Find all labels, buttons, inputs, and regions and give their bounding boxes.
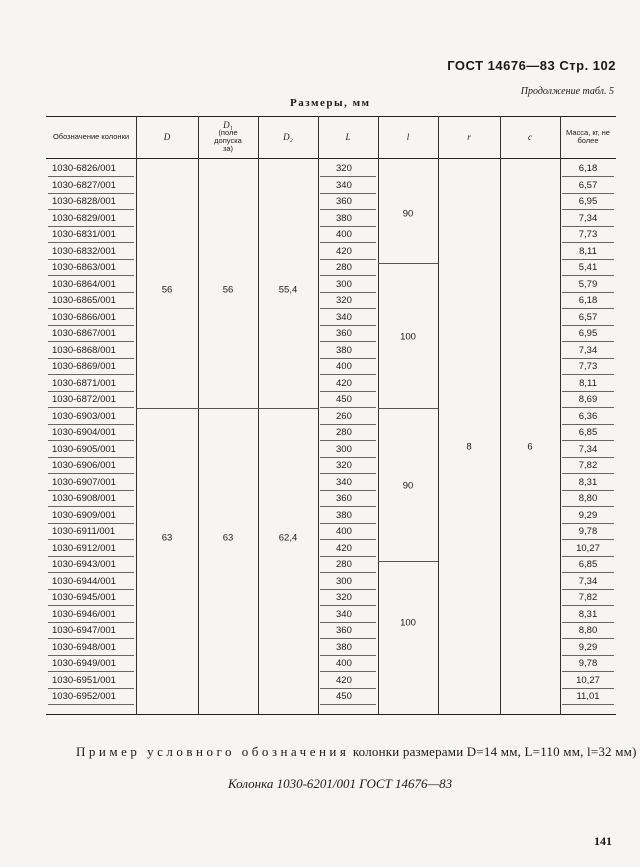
header-D1: D₁ — [223, 120, 233, 130]
group-separator — [136, 408, 318, 409]
row-designation: 1030-6866/001 — [52, 311, 116, 323]
row-underline — [320, 655, 376, 656]
row-underline — [48, 457, 134, 458]
sizes-caption: Размеры, мм — [290, 97, 371, 109]
row-L-value: 300 — [336, 575, 352, 587]
D-value-top: 56 — [161, 284, 173, 296]
column-divider — [258, 116, 259, 714]
row-underline — [562, 226, 614, 227]
row-underline — [48, 605, 134, 606]
row-underline — [562, 374, 614, 375]
row-underline — [48, 556, 134, 557]
row-underline — [48, 292, 134, 293]
dimensions-table — [46, 116, 616, 716]
row-underline — [562, 457, 614, 458]
row-underline — [320, 539, 376, 540]
row-L-value: 280 — [336, 427, 352, 438]
row-designation: 1030-6829/001 — [52, 212, 116, 224]
page-number: 141 — [594, 834, 612, 848]
row-designation: 1030-6832/001 — [52, 245, 116, 257]
header-L: L — [345, 132, 351, 142]
D1-value-bottom: 63 — [222, 532, 234, 544]
row-mass-value: 8,11 — [579, 377, 597, 389]
column-divider — [438, 116, 439, 714]
row-underline — [48, 209, 134, 210]
row-L-value: 420 — [336, 377, 352, 389]
row-underline — [48, 193, 134, 194]
c-value: 6 — [527, 441, 533, 453]
row-mass-value: 7,82 — [578, 460, 598, 471]
row-mass-value: 8,31 — [578, 476, 598, 488]
row-mass-value: 7,34 — [578, 344, 598, 356]
row-underline — [320, 671, 376, 672]
row-designation: 1030-6905/001 — [52, 443, 116, 455]
row-underline — [562, 704, 614, 705]
row-L-value: 360 — [336, 493, 352, 504]
row-L-value: 300 — [336, 278, 352, 290]
header-r: r — [467, 132, 471, 142]
row-underline — [320, 275, 376, 276]
group-separator — [378, 408, 438, 409]
row-mass-value: 9,78 — [578, 526, 598, 537]
header-D: D — [163, 132, 171, 142]
row-underline — [48, 622, 134, 623]
row-underline — [562, 275, 614, 276]
row-mass-value: 6,95 — [578, 196, 598, 207]
row-underline — [48, 391, 134, 392]
row-L-value: 380 — [336, 641, 352, 653]
row-underline — [320, 292, 376, 293]
header-D2: D₂ — [283, 132, 293, 142]
row-L-value: 400 — [336, 526, 352, 537]
row-L-value: 340 — [336, 311, 352, 323]
row-designation: 1030-6826/001 — [52, 163, 116, 174]
row-mass-value: 5,41 — [578, 262, 598, 273]
row-underline — [562, 440, 614, 441]
row-underline — [562, 259, 614, 260]
row-underline — [48, 539, 134, 540]
row-underline — [320, 193, 376, 194]
column-divider — [198, 116, 199, 714]
row-underline — [320, 704, 376, 705]
row-mass-value: 8,31 — [578, 608, 598, 620]
header-l: l — [406, 132, 410, 142]
row-underline — [320, 226, 376, 227]
row-designation: 1030-6949/001 — [52, 658, 116, 669]
D-value-bottom: 63 — [161, 532, 173, 544]
row-designation: 1030-6944/001 — [52, 575, 116, 587]
D1-value-top: 56 — [222, 284, 234, 296]
row-underline — [562, 638, 614, 639]
row-underline — [48, 341, 134, 342]
column-divider — [500, 116, 501, 714]
header-D1-cell — [198, 116, 258, 158]
row-underline — [562, 176, 614, 177]
group-separator — [378, 561, 438, 562]
row-designation: 1030-6864/001 — [52, 278, 116, 290]
table-continuation-note: Продолжение табл. 5 — [520, 86, 614, 97]
row-underline — [320, 209, 376, 210]
row-underline — [48, 671, 134, 672]
row-underline — [48, 440, 134, 441]
row-underline — [48, 407, 134, 408]
row-designation: 1030-6911/001 — [52, 526, 116, 537]
row-mass-value: 8,11 — [579, 245, 597, 257]
row-mass-value: 7,34 — [578, 443, 598, 455]
header-bottom-border — [46, 158, 616, 159]
row-L-value: 380 — [336, 509, 352, 521]
row-underline — [48, 490, 134, 491]
row-mass-value: 5,79 — [578, 278, 598, 290]
header-mass: Масса, кг, не более — [566, 128, 610, 145]
l-value: 90 — [402, 480, 414, 492]
row-L-value: 420 — [336, 674, 352, 686]
row-designation: 1030-6952/001 — [52, 691, 116, 702]
table-bottom-border — [46, 714, 616, 715]
row-underline — [562, 655, 614, 656]
row-underline — [48, 325, 134, 326]
row-designation: 1030-6943/001 — [52, 559, 116, 570]
row-underline — [562, 473, 614, 474]
row-underline — [562, 671, 614, 672]
row-underline — [320, 440, 376, 441]
row-L-value: 450 — [336, 394, 352, 405]
row-underline — [562, 424, 614, 425]
row-underline — [48, 704, 134, 705]
row-underline — [320, 688, 376, 689]
row-L-value: 380 — [336, 212, 352, 224]
row-underline — [48, 259, 134, 260]
example-sentence — [76, 744, 637, 760]
row-designation: 1030-6945/001 — [52, 592, 116, 603]
row-underline — [48, 374, 134, 375]
row-underline — [562, 358, 614, 359]
row-underline — [562, 622, 614, 623]
row-L-value: 340 — [336, 608, 352, 620]
row-underline — [48, 275, 134, 276]
row-mass-value: 8,80 — [578, 625, 598, 636]
row-designation: 1030-6831/001 — [52, 229, 116, 240]
row-underline — [320, 242, 376, 243]
l-value: 90 — [402, 208, 414, 220]
row-mass-value: 6,85 — [578, 427, 598, 438]
row-L-value: 400 — [336, 229, 352, 240]
row-underline — [562, 556, 614, 557]
row-mass-value: 6,57 — [578, 311, 598, 323]
document-header: ГОСТ 14676—83 Стр. 102 — [447, 58, 616, 73]
row-underline — [48, 473, 134, 474]
row-underline — [48, 358, 134, 359]
header-D1-note: (поле допуска за) — [214, 128, 242, 153]
row-underline — [562, 605, 614, 606]
header-c: c — [528, 132, 532, 142]
row-mass-value: 9,29 — [578, 509, 598, 521]
row-underline — [562, 341, 614, 342]
row-designation: 1030-6867/001 — [52, 328, 116, 339]
row-underline — [562, 539, 614, 540]
row-L-value: 360 — [336, 196, 352, 207]
row-designation: 1030-6951/001 — [52, 674, 116, 686]
row-underline — [562, 391, 614, 392]
row-L-value: 280 — [336, 262, 352, 273]
row-underline — [562, 523, 614, 524]
row-underline — [562, 209, 614, 210]
row-underline — [562, 589, 614, 590]
r-value: 8 — [466, 441, 472, 453]
row-L-value: 420 — [336, 245, 352, 257]
column-divider — [378, 116, 379, 714]
row-underline — [320, 622, 376, 623]
row-underline — [562, 325, 614, 326]
row-L-value: 300 — [336, 443, 352, 455]
D2-value-top: 55,4 — [278, 284, 298, 296]
row-mass-value: 6,85 — [578, 559, 598, 570]
row-mass-value: 8,80 — [578, 493, 598, 504]
row-designation: 1030-6946/001 — [52, 608, 116, 620]
row-designation: 1030-6907/001 — [52, 476, 116, 488]
row-underline — [48, 226, 134, 227]
row-mass-value: 6,18 — [578, 295, 598, 306]
row-L-value: 320 — [336, 295, 352, 306]
row-mass-value: 7,34 — [578, 212, 598, 224]
header-designation: Обозначение колонки — [52, 132, 130, 141]
row-underline — [48, 523, 134, 524]
row-designation: 1030-6872/001 — [52, 394, 116, 405]
row-underline — [562, 572, 614, 573]
row-mass-value: 6,36 — [578, 410, 598, 422]
row-mass-value: 10,27 — [576, 542, 600, 554]
row-underline — [320, 473, 376, 474]
row-L-value: 360 — [336, 625, 352, 636]
row-mass-value: 7,73 — [578, 229, 598, 240]
row-designation: 1030-6827/001 — [52, 179, 116, 191]
row-underline — [320, 391, 376, 392]
row-underline — [320, 605, 376, 606]
row-underline — [320, 506, 376, 507]
row-mass-value: 6,95 — [578, 328, 598, 339]
group-separator — [378, 263, 438, 264]
row-underline — [562, 292, 614, 293]
row-designation: 1030-6948/001 — [52, 641, 116, 653]
row-mass-value: 9,29 — [578, 641, 598, 653]
row-L-value: 400 — [336, 361, 352, 372]
row-designation: 1030-6868/001 — [52, 344, 116, 356]
row-underline — [320, 325, 376, 326]
row-underline — [320, 589, 376, 590]
row-designation: 1030-6912/001 — [52, 542, 116, 554]
row-underline — [48, 242, 134, 243]
row-mass-value: 6,57 — [578, 179, 598, 191]
row-underline — [320, 341, 376, 342]
row-underline — [320, 176, 376, 177]
row-underline — [48, 688, 134, 689]
row-designation: 1030-6947/001 — [52, 625, 116, 636]
row-L-value: 260 — [336, 410, 352, 422]
l-value: 100 — [400, 617, 416, 629]
row-L-value: 450 — [336, 691, 352, 702]
row-L-value: 380 — [336, 344, 352, 356]
row-mass-value: 7,73 — [578, 361, 598, 372]
row-underline — [320, 308, 376, 309]
row-underline — [562, 308, 614, 309]
row-underline — [562, 490, 614, 491]
row-L-value: 360 — [336, 328, 352, 339]
row-designation: 1030-6863/001 — [52, 262, 116, 273]
column-divider — [136, 116, 137, 714]
row-L-value: 320 — [336, 460, 352, 471]
row-designation: 1030-6903/001 — [52, 410, 116, 422]
row-underline — [48, 638, 134, 639]
row-designation: 1030-6906/001 — [52, 460, 116, 471]
row-mass-value: 9,78 — [578, 658, 598, 669]
row-L-value: 320 — [336, 592, 352, 603]
row-mass-value: 6,18 — [578, 163, 598, 174]
row-underline — [48, 506, 134, 507]
row-L-value: 420 — [336, 542, 352, 554]
row-underline — [48, 572, 134, 573]
row-underline — [562, 688, 614, 689]
row-underline — [48, 176, 134, 177]
row-underline — [320, 424, 376, 425]
row-mass-value: 7,82 — [578, 592, 598, 603]
row-L-value: 340 — [336, 179, 352, 191]
row-L-value: 320 — [336, 163, 352, 174]
row-designation: 1030-6828/001 — [52, 196, 116, 207]
row-L-value: 340 — [336, 476, 352, 488]
row-underline — [320, 407, 376, 408]
row-underline — [320, 638, 376, 639]
example-lead: Пример условного обозначения — [76, 744, 350, 759]
row-designation: 1030-6869/001 — [52, 361, 116, 372]
row-designation: 1030-6865/001 — [52, 295, 116, 306]
row-underline — [320, 457, 376, 458]
row-underline — [320, 490, 376, 491]
row-underline — [562, 506, 614, 507]
row-underline — [320, 259, 376, 260]
row-L-value: 400 — [336, 658, 352, 669]
row-underline — [320, 523, 376, 524]
row-underline — [48, 424, 134, 425]
row-mass-value: 10,27 — [576, 674, 600, 686]
D2-value-bottom: 62,4 — [278, 532, 298, 544]
row-mass-value: 7,34 — [578, 575, 598, 587]
row-underline — [562, 193, 614, 194]
row-underline — [48, 308, 134, 309]
row-underline — [562, 407, 614, 408]
row-L-value: 280 — [336, 559, 352, 570]
row-designation: 1030-6909/001 — [52, 509, 116, 521]
row-designation: 1030-6904/001 — [52, 427, 116, 438]
row-mass-value: 8,69 — [578, 394, 598, 405]
row-underline — [320, 572, 376, 573]
row-underline — [320, 358, 376, 359]
row-designation: 1030-6908/001 — [52, 493, 116, 504]
row-underline — [320, 556, 376, 557]
l-value: 100 — [400, 331, 416, 343]
example-rest: колонки размерами D=14 мм, L=110 мм, l=32 мм) — [352, 744, 637, 759]
row-underline — [48, 655, 134, 656]
row-underline — [562, 242, 614, 243]
row-underline — [48, 589, 134, 590]
row-designation: 1030-6871/001 — [52, 377, 116, 389]
column-divider — [318, 116, 319, 714]
designation-example: Колонка 1030-6201/001 ГОСТ 14676—83 — [228, 776, 453, 791]
row-mass-value: 11,01 — [576, 691, 600, 702]
row-underline — [320, 374, 376, 375]
